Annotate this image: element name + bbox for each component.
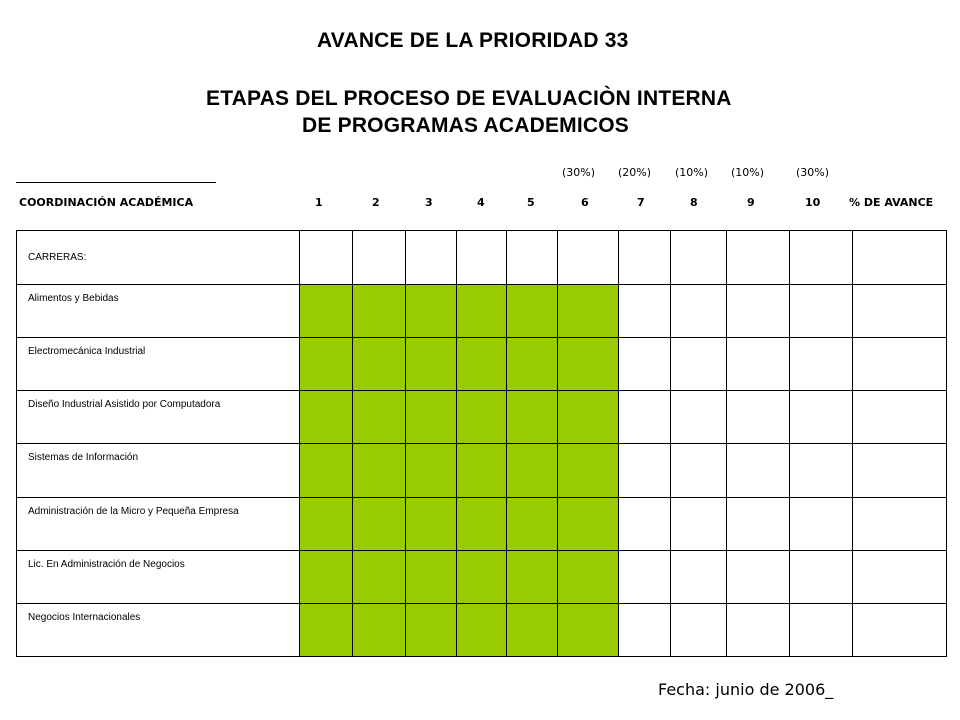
career-row (17, 604, 947, 657)
step-cell-completed (353, 285, 406, 338)
step-cell-completed (457, 285, 507, 338)
career-row (17, 338, 947, 391)
progress-header: % DE AVANCE (849, 196, 934, 209)
step-cell (619, 444, 671, 498)
title-stages: ETAPAS DEL PROCESO DE EVALUACIÒN INTERNA (206, 87, 732, 110)
step-cell (671, 498, 727, 551)
step-cell (619, 285, 671, 338)
step-cell-completed (353, 551, 406, 604)
step-cell-completed (558, 498, 619, 551)
step-cell-completed (406, 604, 457, 657)
career-row (17, 444, 947, 498)
title-priority: AVANCE DE LA PRIORIDAD 33 (317, 29, 629, 52)
header-rule (16, 182, 216, 183)
step-cell (300, 231, 353, 285)
step-cell (507, 231, 558, 285)
step-cell (619, 231, 671, 285)
step-cell (619, 338, 671, 391)
step-cell (727, 551, 790, 604)
coordination-header: COORDINACIÓN ACADÉMICA (19, 196, 194, 209)
career-row (17, 285, 947, 338)
step-cell-completed (507, 551, 558, 604)
career-name: Administración de la Micro y Pequeña Empresa (17, 498, 300, 551)
career-name: Electromecánica Industrial (17, 338, 300, 391)
step-cell (790, 551, 853, 604)
weight-label: (30%) (562, 166, 596, 179)
step-cell-completed (507, 498, 558, 551)
step-cell-completed (558, 285, 619, 338)
step-cell-completed (457, 444, 507, 498)
step-cell-completed (558, 338, 619, 391)
step-cell (790, 444, 853, 498)
step-cell (790, 391, 853, 444)
step-cell-completed (353, 391, 406, 444)
step-cell-completed (457, 498, 507, 551)
step-cell (727, 604, 790, 657)
careers-header-row (17, 231, 947, 285)
step-cell-completed (300, 285, 353, 338)
step-cell-completed (406, 338, 457, 391)
step-header: 10 (805, 196, 821, 209)
step-cell (727, 444, 790, 498)
step-cell-completed (353, 604, 406, 657)
step-header: 6 (581, 196, 589, 209)
weight-label: (10%) (675, 166, 709, 179)
step-cell-completed (353, 338, 406, 391)
step-header: 1 (315, 196, 323, 209)
step-header: 8 (690, 196, 698, 209)
step-cell-completed (558, 444, 619, 498)
step-cell-completed (507, 444, 558, 498)
step-cell (671, 604, 727, 657)
step-cell (727, 338, 790, 391)
step-cell (619, 551, 671, 604)
step-cell (406, 231, 457, 285)
step-cell-completed (406, 444, 457, 498)
step-cell (727, 391, 790, 444)
date-footer: Fecha: junio de 2006_ (658, 680, 834, 699)
progress-cell (853, 604, 947, 657)
step-cell-completed (558, 604, 619, 657)
step-cell-completed (300, 604, 353, 657)
step-cell (790, 231, 853, 285)
step-cell (790, 498, 853, 551)
step-cell (671, 285, 727, 338)
step-cell (457, 231, 507, 285)
step-cell (353, 231, 406, 285)
step-cell-completed (457, 551, 507, 604)
step-header: 9 (747, 196, 755, 209)
step-header: 5 (527, 196, 535, 209)
progress-cell (853, 338, 947, 391)
career-name: Diseño Industrial Asistido por Computadora (17, 391, 300, 444)
step-cell-completed (300, 391, 353, 444)
step-cell (671, 338, 727, 391)
step-cell-completed (353, 444, 406, 498)
title-programs: DE PROGRAMAS ACADEMICOS (302, 114, 630, 137)
progress-cell (853, 498, 947, 551)
step-cell-completed (507, 285, 558, 338)
step-cell (790, 338, 853, 391)
step-cell-completed (558, 551, 619, 604)
career-row (17, 498, 947, 551)
step-cell (790, 285, 853, 338)
step-cell-completed (406, 391, 457, 444)
step-cell-completed (406, 551, 457, 604)
step-cell-completed (558, 391, 619, 444)
career-name: Alimentos y Bebidas (17, 285, 300, 338)
step-cell-completed (507, 338, 558, 391)
step-cell (671, 551, 727, 604)
step-cell (619, 498, 671, 551)
step-cell-completed (300, 551, 353, 604)
career-row (17, 551, 947, 604)
career-row (17, 391, 947, 444)
step-header: 3 (425, 196, 433, 209)
step-cell-completed (300, 498, 353, 551)
step-cell-completed (457, 338, 507, 391)
step-cell-completed (507, 391, 558, 444)
step-cell (727, 231, 790, 285)
progress-cell (853, 285, 947, 338)
progress-cell (853, 231, 947, 285)
step-header: 2 (372, 196, 380, 209)
progress-cell (853, 391, 947, 444)
career-name: Sistemas de Información (17, 444, 300, 498)
step-cell (671, 391, 727, 444)
step-cell (671, 231, 727, 285)
step-cell-completed (300, 338, 353, 391)
career-name: Lic. En Administración de Negocios (17, 551, 300, 604)
step-header: 4 (477, 196, 485, 209)
step-cell-completed (406, 285, 457, 338)
step-cell-completed (406, 498, 457, 551)
weight-label: (30%) (796, 166, 830, 179)
career-name: Negocios Internacionales (17, 604, 300, 657)
step-header: 7 (637, 196, 645, 209)
step-cell-completed (300, 444, 353, 498)
step-cell (727, 285, 790, 338)
progress-cell (853, 551, 947, 604)
step-cell (671, 444, 727, 498)
step-cell-completed (457, 604, 507, 657)
weight-label: (10%) (731, 166, 765, 179)
careers-label: CARRERAS: (17, 231, 300, 285)
step-cell-completed (457, 391, 507, 444)
step-cell-completed (507, 604, 558, 657)
step-cell (790, 604, 853, 657)
progress-table (16, 230, 947, 657)
weight-label: (20%) (618, 166, 652, 179)
step-cell-completed (353, 498, 406, 551)
step-cell (619, 604, 671, 657)
progress-cell (853, 444, 947, 498)
step-cell (727, 498, 790, 551)
step-cell (619, 391, 671, 444)
step-cell (558, 231, 619, 285)
